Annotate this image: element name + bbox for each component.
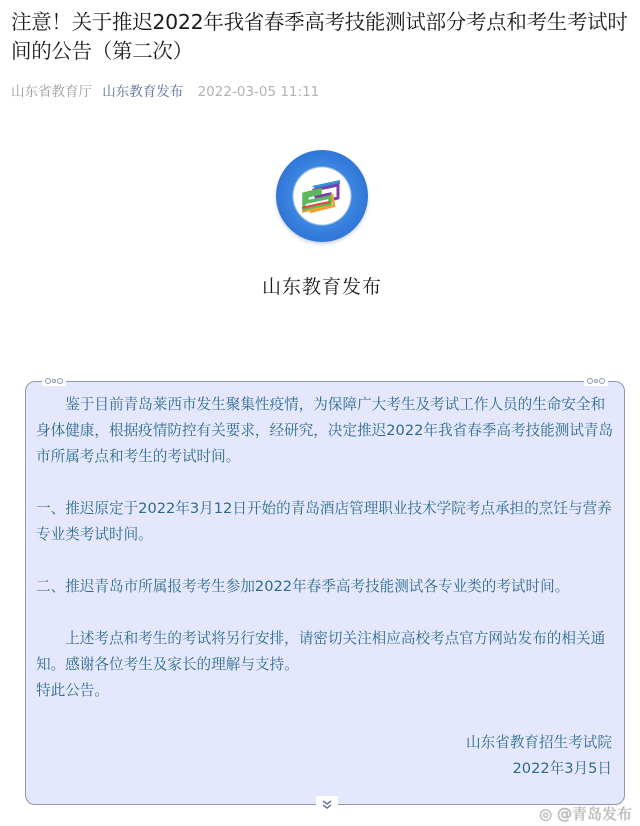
notice-paragraph-intro: 鉴于目前青岛莱西市发生聚集性疫情，为保障广大考生及考试工作人员的生命安全和身体健康，根据疫情防控有关要求，经研究，决定推迟2022年我省春季高考技能测试青岛市所属考点和考生的考试时间。 — [36, 396, 614, 465]
watermark — [539, 803, 632, 824]
article-meta — [11, 80, 319, 100]
logo-caption: 山东教育发布 — [261, 276, 382, 298]
account-name-link[interactable]: 山东教育发布 — [102, 84, 184, 100]
double-chevron-down-icon[interactable] — [316, 796, 338, 814]
shandong-education-logo-icon — [276, 150, 368, 242]
notice-paragraph-item-2: 二、推迟青岛市所属报考考生参加2022年春季高考技能测试各专业类的考试时间。 — [36, 578, 570, 595]
notice-paragraph-ending: 特此公告。 — [36, 682, 109, 699]
notice-body — [36, 392, 616, 782]
weibo-icon: ◎ — [539, 805, 553, 823]
watermark-text: @青岛发布 — [556, 805, 632, 823]
notice-paragraph-closing: 上述考点和考生的考试将另行安排，请密切关注相应高校考点官方网站发布的相关通知。感谢各位考生及家长的理解与支持。 — [36, 630, 606, 673]
article-author: 山东省教育厅 — [11, 84, 92, 100]
publish-time: 2022-03-05 11:11 — [197, 84, 320, 100]
article-title: 注意！关于推迟2022年我省春季高考技能测试部分考点和考生考试时间的公告（第二次） — [11, 10, 628, 63]
notice-paragraph-item-1: 一、推迟原定于2022年3月12日开始的青岛酒店管理职业技术学院考点承担的烹饪与营养专业类考试时间。 — [36, 500, 612, 543]
decorative-dots-right — [584, 376, 608, 386]
notice-box — [25, 381, 625, 805]
decorative-dots-left — [42, 376, 66, 386]
notice-date: 2022年3月5日 — [512, 760, 612, 777]
notice-signature: 山东省教育招生考试院 — [466, 734, 612, 751]
